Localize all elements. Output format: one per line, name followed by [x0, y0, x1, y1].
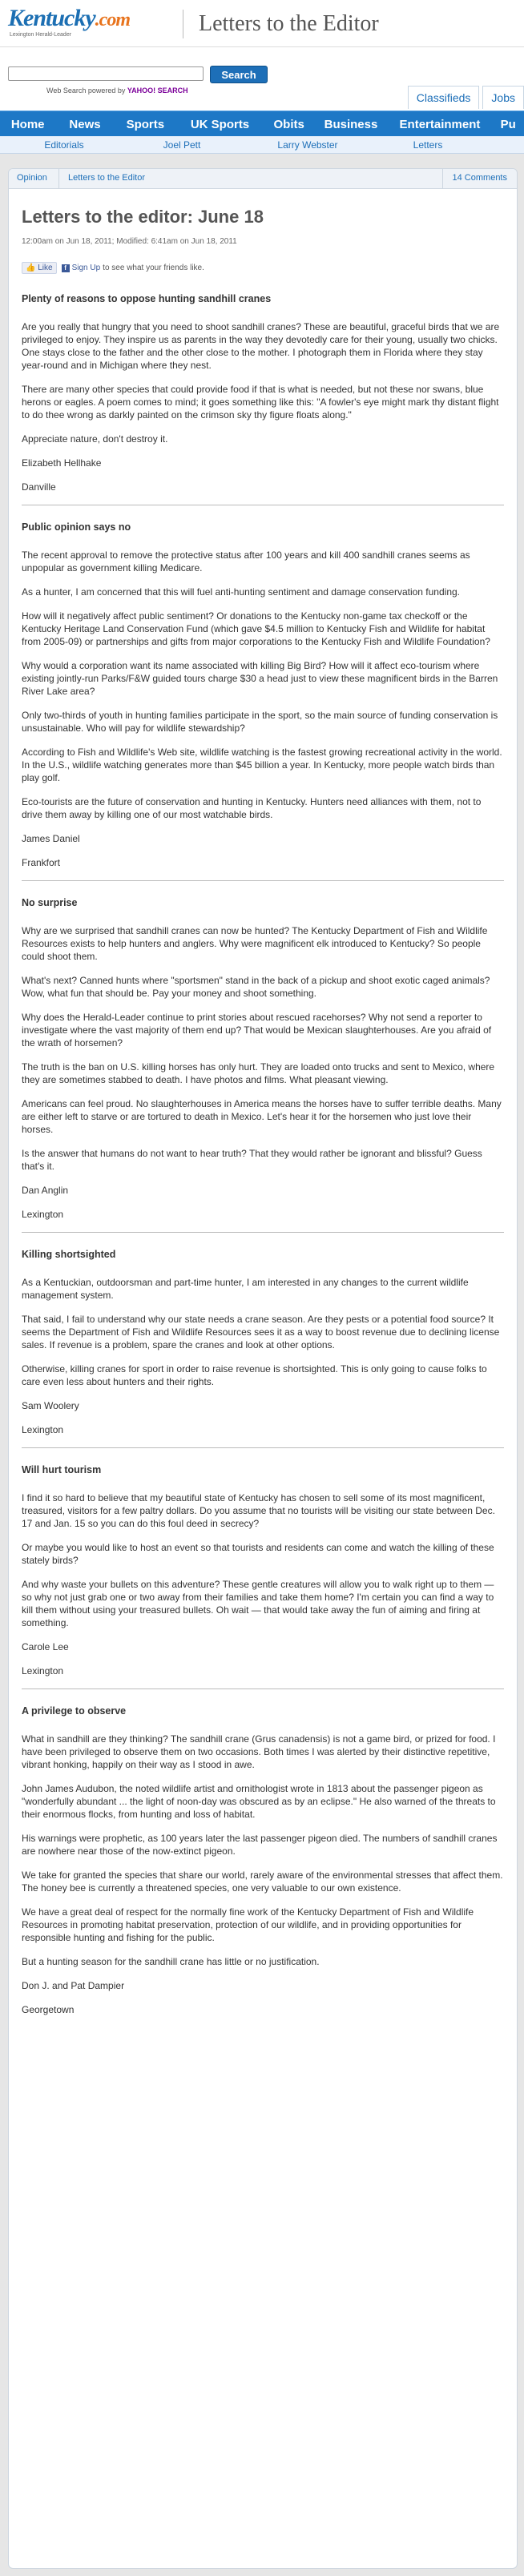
page-heading: Letters to the Editor — [199, 11, 379, 36]
search-button[interactable]: Search — [210, 66, 268, 83]
letter-location: Lexington — [22, 1665, 64, 1676]
article-title: Letters to the editor: June 18 — [22, 207, 264, 227]
letter-paragraph: Are you really that hungry that you need to shoot sandhill cranes? These are beautiful, graceful birds that we are privileged to enjoy. They inspire us as parents in the way they devotedly care for their young, usually two chicks. One stays close to the father and the other close to the mother. I photograph them in Florida where they stay year-round and in Michigan where they nest. — [22, 321, 500, 371]
search-powered-by — [46, 87, 188, 95]
subnav-larry-webster[interactable]: Larry Webster — [277, 139, 338, 151]
letter-heading: Killing shortsighted — [22, 1249, 116, 1260]
article-timestamp: 12:00am on Jun 18, 2011; Modified: 6:41am on Jun 18, 2011 — [22, 237, 237, 246]
letter-paragraph: Why would a corporation want its name associated with killing Big Bird? How will it affect eco-tourism where existing jointly-run Parks/F&W guided tours charge $30 a head just to view these magnificent birds in the Barren River Lake area? — [22, 660, 498, 697]
article-body — [9, 189, 517, 2016]
facebook-prompt-text: to see what your friends like. — [103, 264, 204, 272]
letter-paragraph: Is the answer that humans do not want to hear truth? That they would rather be ignorant and blissful? Guess that's it. — [22, 1148, 482, 1172]
letter-location: Lexington — [22, 1209, 64, 1220]
letter — [22, 897, 504, 1233]
site-header — [0, 0, 524, 47]
facebook-like-row — [22, 262, 504, 274]
letter — [22, 1705, 504, 2016]
utility-tabs — [405, 86, 524, 109]
letter-paragraph: There are many other species that could provide food if that is what is needed, but not these nor swans, blue herons or eagles. A poem comes to mind; it goes something like this: "A fowler's eye might mark thy distant flight to do thee wrong as darkly painted on the crimson sky thy figure floats along." — [22, 384, 499, 421]
letter-paragraph: But a hunting season for the sandhill crane has little or no justification. — [22, 1956, 320, 1967]
letter-author: Carole Lee — [22, 1641, 69, 1652]
site-logo[interactable] — [8, 6, 130, 32]
letter-paragraph: I find it so hard to believe that my beautiful state of Kentucky has chosen to sell some of its most magnificent, treasured, visitors for a few paltry dollars. Do you assume that no tourists will be visiting our state between Dec. 17 and Jan. 15 so you can do this foul deed in secrecy? — [22, 1492, 495, 1529]
letter — [22, 293, 504, 505]
letter-paragraph: We take for granted the species that share our world, rarely aware of the environmental stresses that affect them. The honey bee is currently a threatened species, one very valuable to our own existence. — [22, 1870, 503, 1894]
comments-link[interactable]: 14 Comments — [442, 169, 517, 188]
search-bar — [0, 47, 524, 115]
letter-author: Dan Anglin — [22, 1185, 69, 1196]
letter-paragraph: Appreciate nature, don't destroy it. — [22, 433, 168, 445]
letter-divider — [22, 1232, 504, 1233]
letter-location: Georgetown — [22, 2004, 75, 2015]
letter-divider — [22, 1688, 504, 1689]
facebook-signup-link[interactable]: Sign Up — [71, 264, 101, 272]
nav-obits[interactable]: Obits — [273, 118, 304, 131]
letter-location: Lexington — [22, 1424, 64, 1435]
letter-paragraph: Americans can feel proud. No slaughterhouses in America means the horses have to suffer terrible deaths. Many are either left to starve or are tortured to death in Mexico. Let's hear it for the horsemen who just love their horses. — [22, 1098, 502, 1135]
letter-paragraph: As a hunter, I am concerned that this will fuel anti-hunting sentiment and damage conservation funding. — [22, 586, 460, 598]
letter-paragraph: John James Audubon, the noted wildlife artist and ornithologist wrote in 1813 about the passenger pigeon as "wonderfully abundant ... the light of noon-day was obscured as by an eclipse." He also warned of the threats to their enormous flocks, from hunting and loss of habitat. — [22, 1783, 496, 1820]
nav-sports[interactable]: Sports — [126, 118, 165, 131]
letter-paragraph: That said, I fail to understand why our state needs a crane season. Are they pests or a potential food source? It seems the Department of Fish and Wildlife Resources sees it as a way to boost revenue due to declining license sales. If revenue is a problem, spare the cranes and look at other options. — [22, 1314, 500, 1350]
facebook-icon: f — [62, 264, 70, 272]
yahoo-search-logo: YAHOO! SEARCH — [127, 87, 188, 95]
letter-paragraph: Eco-tourists are the future of conservation and hunting in Kentucky. Hunters need alliances with them, not to drive them away by killing one of our most watchable birds. — [22, 796, 482, 820]
letter-paragraph: What's next? Canned hunts where "sportsmen" stand in the back of a pickup and shoot exotic caged animals? Wow, what fun that should be. Pay your money and shoot something. — [22, 975, 490, 999]
letter-paragraph: The truth is the ban on U.S. killing horses has only hurt. They are loaded onto trucks and sent to Mexico, where they are sometimes stabbed to death. I have photos and films. What pleasant viewing. — [22, 1061, 495, 1085]
search-powered-label: Web Search powered by — [46, 87, 126, 95]
letter-paragraph: The recent approval to remove the protective status after 100 years and kill 400 sandhill cranes seems as unpopular as government killing Medicare. — [22, 549, 470, 574]
letter — [22, 1464, 504, 1689]
letter-author: James Daniel — [22, 833, 80, 844]
logo-main: Kentucky — [8, 5, 95, 31]
letter-heading: Plenty of reasons to oppose hunting sandhill cranes — [22, 293, 272, 304]
letter-author: Don J. and Pat Dampier — [22, 1980, 125, 1991]
letter-paragraph: Otherwise, killing cranes for sport in order to raise revenue is shortsighted. This is only going to cause folks to care even less about hunters and their rights. — [22, 1363, 487, 1387]
letter-heading: Will hurt tourism — [22, 1464, 102, 1475]
letter-author: Sam Woolery — [22, 1400, 79, 1411]
letter-paragraph: Only two-thirds of youth in hunting families participate in the sport, so the main source of funding conservation is unsustainable. Who will pay for wildlife stewardship? — [22, 710, 498, 734]
letter-heading: A privilege to observe — [22, 1705, 127, 1717]
article-container — [8, 168, 518, 2569]
letter-location: Danville — [22, 481, 56, 493]
tab-classifieds[interactable]: Classifieds — [408, 86, 480, 109]
nav-more[interactable]: Pu — [500, 118, 516, 131]
breadcrumb-separator — [58, 169, 59, 188]
letter-paragraph: And why waste your bullets on this adventure? These gentle creatures will allow you to walk right up to them — so why not just grab one or two away from their families and take them home? I'm certain you can find a way to kill them without using your treasured bullets. Oh wait — that would take away the fun of aiming and firing at something. — [22, 1579, 494, 1628]
nav-home[interactable]: Home — [10, 118, 45, 131]
nav-entertainment[interactable]: Entertainment — [399, 118, 481, 131]
letter — [22, 521, 504, 881]
letter-paragraph: His warnings were prophetic, as 100 years later the last passenger pigeon died. The numbers of sandhill cranes are nowhere near those of the now-extinct pigeon. — [22, 1833, 498, 1857]
letter-paragraph: As a Kentuckian, outdoorsman and part-time hunter, I am interested in any changes to the current wildlife management system. — [22, 1277, 469, 1301]
breadcrumb-letters[interactable]: Letters to the Editor — [68, 173, 145, 183]
breadcrumb — [9, 169, 517, 189]
letter-paragraph: We have a great deal of respect for the normally fine work of the Kentucky Department of Fish and Wildlife Resources in promoting habitat preservation, protection of our wildlife, and in providing opportunities for responsible hunting and fishing for the public. — [22, 1906, 474, 1943]
letter-heading: No surprise — [22, 897, 78, 908]
subnav-joel-pett[interactable]: Joel Pett — [163, 139, 201, 151]
breadcrumb-opinion[interactable]: Opinion — [17, 173, 47, 183]
letter-location: Frankfort — [22, 857, 61, 868]
letter-paragraph: Or maybe you would like to host an event so that tourists and residents can come and watch the killing of these stately birds? — [22, 1542, 494, 1566]
tab-jobs[interactable]: Jobs — [482, 86, 524, 109]
letter-divider — [22, 880, 504, 881]
subnav-editorials[interactable]: Editorials — [44, 139, 84, 151]
facebook-like-button[interactable] — [22, 262, 57, 274]
nav-news[interactable]: News — [69, 118, 101, 131]
nav-uk-sports[interactable]: UK Sports — [190, 118, 250, 131]
letter-paragraph: According to Fish and Wildlife's Web site, wildlife watching is the fastest growing recreational activity in the world. In the U.S., wildlife watching generates more than $45 billion a year. In Kentucky, more people watch birds than play golf. — [22, 747, 502, 783]
thumbs-up-icon: 👍 — [26, 264, 36, 272]
letter-author: Elizabeth Hellhake — [22, 457, 102, 469]
search-input[interactable] — [8, 66, 204, 81]
logo-subtitle: Lexington Herald-Leader — [10, 32, 72, 38]
sub-navigation — [0, 136, 524, 154]
subnav-letters[interactable]: Letters — [413, 139, 443, 151]
nav-business[interactable]: Business — [324, 118, 378, 131]
letter-heading: Public opinion says no — [22, 521, 131, 533]
logo-suffix: .com — [95, 10, 130, 30]
main-navigation — [0, 111, 524, 137]
letter-paragraph: Why are we surprised that sandhill cranes can now be hunted? The Kentucky Department of Fish and Wildlife Resources exists to help hunters and anglers. Why were magnificent elk introduced to Kentucky? So people could shoot them. — [22, 925, 488, 962]
facebook-like-label: Like — [38, 264, 53, 272]
letter — [22, 1249, 504, 1448]
letter-divider — [22, 1447, 504, 1448]
letter-paragraph: What in sandhill are they thinking? The sandhill crane (Grus canadensis) is not a game bird, or prized for food. I have been privileged to observe them on two occasions. Both times I was alerted by their distinctive repetitive, vibrant honking, happily on their way as I stood in awe. — [22, 1733, 496, 1770]
letter-paragraph: Why does the Herald-Leader continue to print stories about rescued racehorses? Why not send a reporter to investigate where the vast majority of them end up? That would be Mexican slaughterhouses. Are you afraid of the wrath of horsemen? — [22, 1012, 492, 1049]
letter-paragraph: How will it negatively affect public sentiment? Or donations to the Kentucky non-game tax checkoff or the Kentucky Heritage Land Conservation Fund (which gave $4.5 million to Kentucky Fish and Wildlife for habitat from 2005-09) or partnerships and gifts from major corporations to the Kentucky Fish and Wildlife Foundation? — [22, 610, 490, 647]
